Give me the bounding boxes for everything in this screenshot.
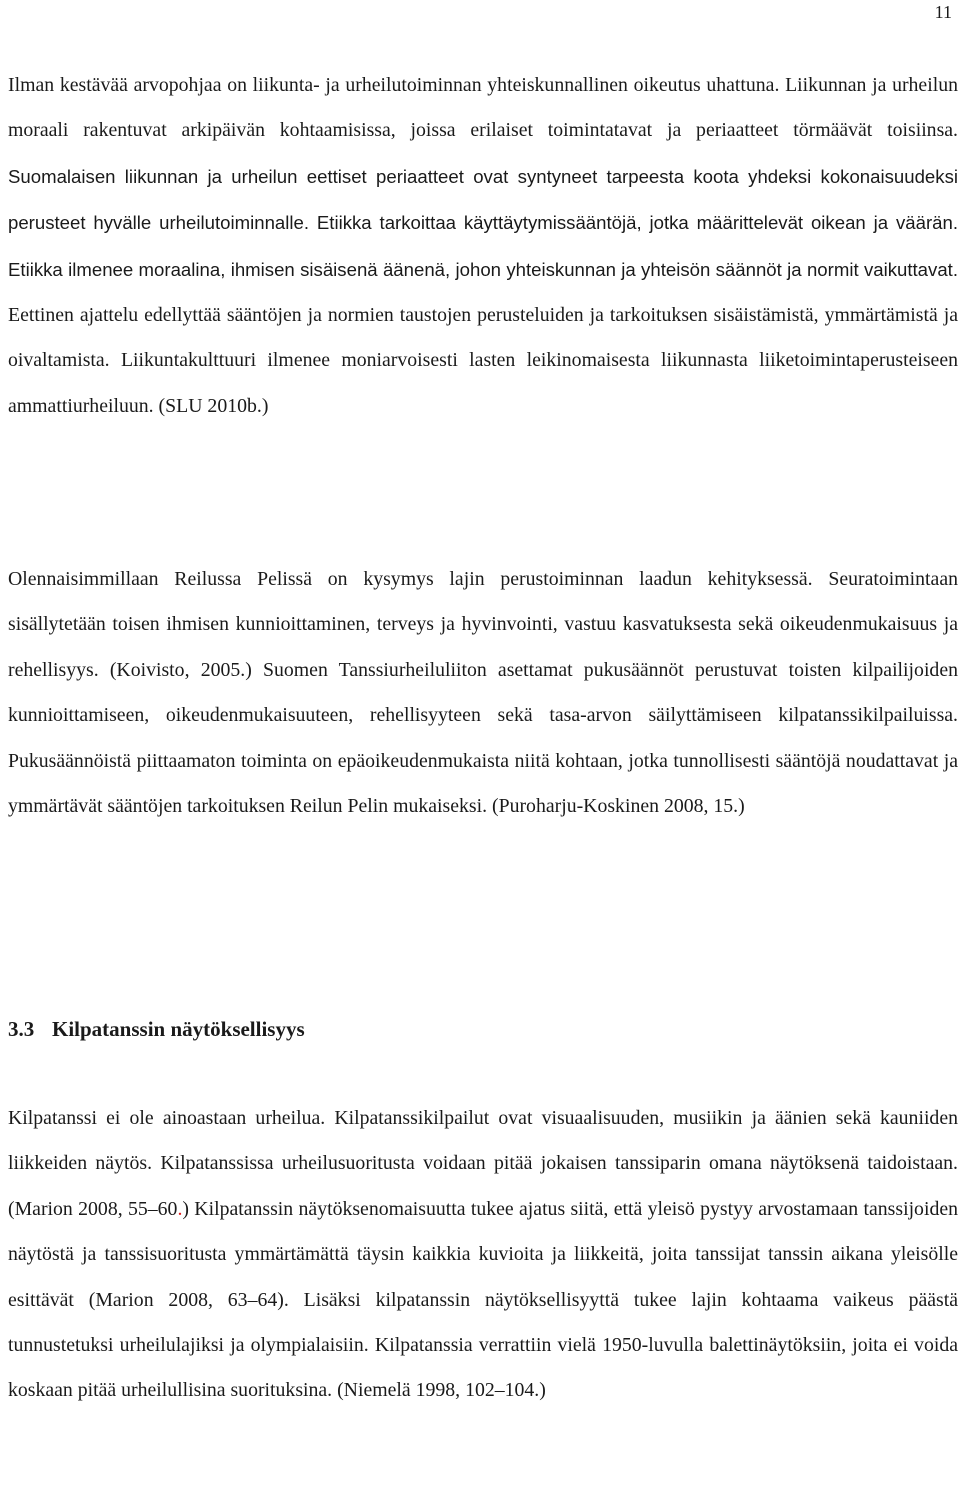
paragraph-performance-text-2: ) Kilpatanssin näytöksenomaisuutta tukee ajatus siitä, että yleisö pystyy arvostamaan tanssijoiden näytöstä ja tanssisuoritusta ymmärtämättä täysin kaikkia kuvioita ja liikkeitä, joita tanssijat tanssin aikana yleisölle esittävät (Marion 2008, 63–64). Lisäksi kilpatanssin näytöksellisyyttä tukee lajin kohtaama vaikeus päästä tunnustetuksi urheilulajiksi ja olympialaisiin. Kilpatanssia verrattiin vielä 1950-luvulla balettinäytöksiin, joita ei voida koskaan pitää urheilullisina suorituksina. (Niemelä 1998, 102–104.): [8, 1197, 959, 1402]
paragraph-ethics-sentence-3: Eettinen ajattelu edellyttää sääntöjen ja normien taustojen perusteluiden ja tarkoituksen sisäistämistä, ymmärtämistä ja oivaltamista. Liikuntakulttuuri ilmenee moniarvoisesti lasten leikinomaisesta liikunnasta liiketoimintaperusteiseen ammattiurheiluun. (SLU 2010b.): [8, 304, 958, 417]
paragraph-fair-play: Olennaisimmillaan Reilussa Pelissä on kysymys lajin perustoiminnan laadun kehityksessä. Seuratoimintaan sisällytetään toisen ihmisen kunnioittaminen, terveys ja hyvinvointi, vastuu kasvatuksesta sekä oikeudenmukaisuus ja rehellisyys. (Koivisto, 2005.) Suomen Tanssiurheiluliiton asettamat pukusäännöt perustuvat toisten kilpailijoiden kunnioittamiseen, oikeudenmukaisuuteen, rehellisyyteen sekä tasa-arvon säilyttämiseen kilpatanssikilpailuissa. Pukusäännöistä piittaamaton toiminta on epäoikeudenmukaista niitä kohtaan, jotka tunnollisesti sääntöjä noudattavat ja ymmärtävät sääntöjen tarkoituksen Reilun Pelin mukaiseksi. (Puroharju-Koskinen 2008, 15.): [8, 568, 958, 818]
section-number: 3.3: [8, 1017, 35, 1041]
section-heading: [8, 1014, 305, 1044]
paragraph-performance: [8, 1096, 958, 1414]
paragraph-performance-text-1: Kilpatanssi ei ole ainoastaan urheilua. Kilpatanssikilpailut ovat visuaalisuuden, musiikin ja äänien sekä kauniiden liikkeiden näytös. Kilpatanssissa urheilusuoritusta voidaan pitää jokaisen tanssiparin omana näytöksenä taidoistaan. (Marion 2008, 55–60: [8, 1107, 958, 1220]
paragraph-ethics: [8, 63, 958, 429]
paragraph-ethics-sentence-1: Ilman kestävää arvopohjaa on liikunta- ja urheilutoiminnan yhteiskunnallinen oikeutus uhattuna. Liikunnan ja urheilun moraali rakentuvat arkipäivän kohtaamisissa, joissa erilaiset toimintatavat ja periaatteet törmäävät toisiinsa.: [8, 74, 958, 142]
section-title: Kilpatanssin näytöksellisyys: [52, 1017, 305, 1041]
highlighted-period: .: [177, 1197, 183, 1220]
page-number: 11: [934, 2, 952, 22]
paragraph-ethics-sentence-2: Suomalaisen liikunnan ja urheilun eettiset periaatteet ovat syntyneet tarpeesta koota yhdeksi kokonaisuudeksi perusteet hyvälle urheilutoiminnalle. Etiikka tarkoittaa käyttäytymissääntöjä, jotka määrittelevät oikean ja väärän. Etiikka ilmenee moraalina, ihmisen sisäisenä äänenä, johon yhteiskunnan ja yhteisön säännöt ja normit vaikuttavat.: [8, 165, 958, 280]
